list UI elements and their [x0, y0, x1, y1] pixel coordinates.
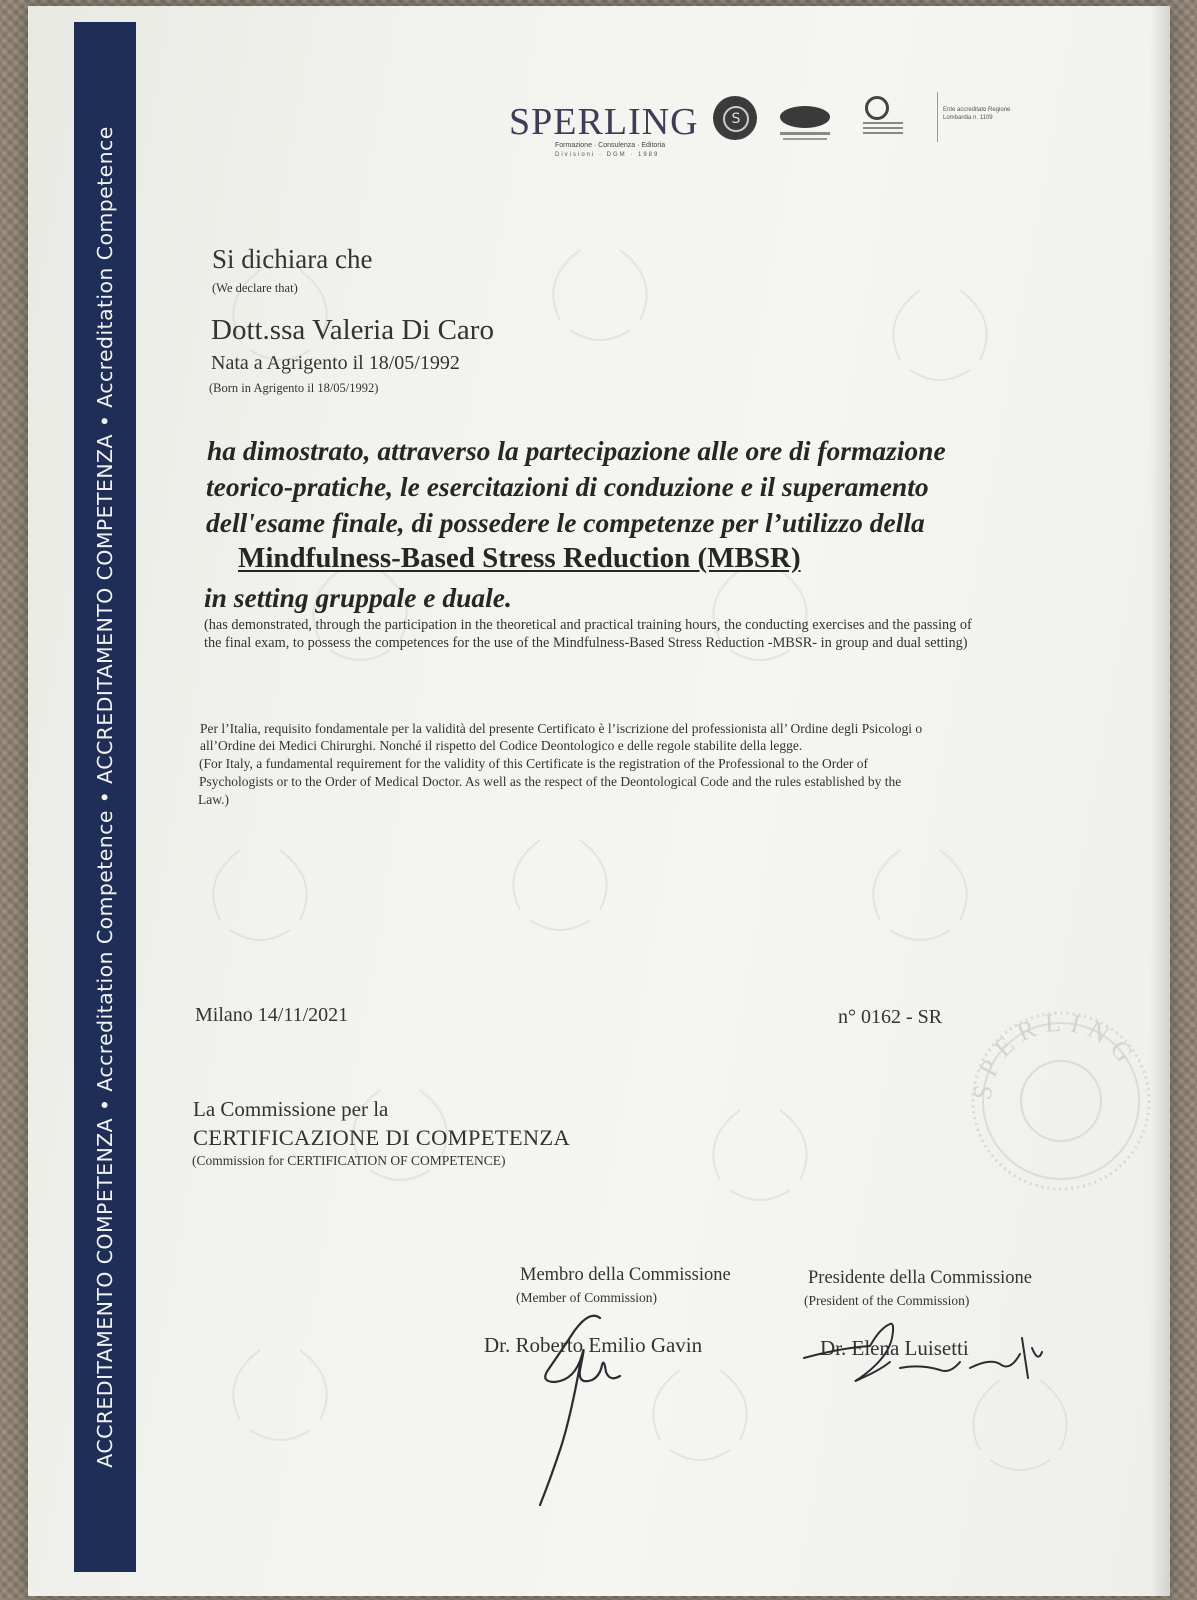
member-title: Membro della Commissione — [520, 1265, 731, 1285]
statement-line-1: ha dimostrato, attraverso la partecipazione alle ore di formazione — [207, 435, 946, 466]
iso-badge-icon — [865, 96, 889, 120]
sperling-logo: SPERLING — [509, 101, 699, 143]
certification-badge-icon: S — [713, 96, 757, 140]
president-title-en: (President of the Commission) — [804, 1293, 970, 1308]
declaration-intro: Si dichiara che — [212, 244, 373, 274]
iso-badge-caption — [863, 122, 903, 137]
birth-info: Nata a Agrigento il 18/05/1992 — [211, 352, 460, 374]
statement-en-line-1: (has demonstrated, through the participation in the theoretical and practical training hours, the conducting exercises and the passing of — [204, 617, 972, 633]
logo-since: Divisioni · DGM · 1989 — [555, 152, 660, 158]
member-signature — [520, 1310, 640, 1510]
logo-subtitle: Formazione · Consulenza · Editoria — [555, 142, 666, 149]
member-name: Dr. Roberto Emilio Gavin — [484, 1333, 703, 1357]
president-name: Dr. Elena Luisetti — [820, 1336, 969, 1360]
regional-accreditation-note: Ente accreditato Regione Lombardia n. 1109 — [943, 107, 1011, 121]
header-logos — [505, 92, 1025, 172]
statement-line-5: in setting gruppale e duale. — [204, 582, 512, 613]
statement-en-line-2: the final exam, to possess the competences for the use of the Mindfulness-Based Stress Reduction -MBSR- in group and dual setting) — [204, 635, 968, 651]
logo-divider — [937, 92, 938, 142]
program-title: Mindfulness-Based Stress Reduction (MBSR) — [238, 542, 801, 574]
svg-text:SPERLING — [967, 1008, 1143, 1102]
accreditation-band-text: ACCREDITAMENTO COMPETENZA • Accreditation Competence • ACCREDITAMENTO COMPETENZA • Accreditation Competence — [93, 126, 117, 1468]
commission-en: (Commission for CERTIFICATION OF COMPETENCE) — [192, 1153, 506, 1168]
validity-note-line-5: Law.) — [198, 792, 229, 807]
certificate-number: n° 0162 - SR — [838, 1006, 943, 1028]
place-date: Milano 14/11/2021 — [195, 1004, 349, 1026]
statement-line-2: teorico-pratiche, le esercitazioni di conduzione e il superamento — [206, 471, 929, 502]
quality-badge-caption — [780, 132, 830, 135]
birth-info-en: (Born in Agrigento il 18/05/1992) — [209, 381, 379, 395]
member-title-en: (Member of Commission) — [516, 1290, 657, 1305]
commission-line-2: CERTIFICAZIONE DI COMPETENZA — [193, 1125, 571, 1150]
embossed-seal-icon — [966, 1006, 1156, 1196]
statement-line-3: dell'esame finale, di possedere le competenze per l’utilizzo della — [206, 507, 925, 538]
validity-note-line-4: Psychologists or to the Order of Medical Doctor. As well as the respect of the Deontological Code and the rules established by the — [199, 774, 902, 789]
validity-note-line-3: (For Italy, a fundamental requirement for the validity of this Certificate is the registration of the Professional to the Order of — [199, 756, 869, 771]
recipient-name: Dott.ssa Valeria Di Caro — [211, 314, 494, 346]
declaration-intro-en: (We declare that) — [212, 281, 298, 295]
validity-note-line-2: all’Ordine dei Medici Chirurghi. Nonché il rispetto del Codice Deontologico e delle regole stabilite della legge. — [200, 738, 803, 753]
quality-badge-icon — [780, 106, 830, 128]
validity-note-line-1: Per l’Italia, requisito fondamentale per la validità del presente Certificato è l’iscrizione del professionista all’ Ordine degli Psicologi o — [200, 721, 923, 736]
seal-text: SPERLING — [967, 1007, 1144, 1102]
president-signature — [800, 1318, 1060, 1398]
quality-badge-caption-2 — [783, 138, 827, 140]
commission-line-1: La Commissione per la — [193, 1097, 389, 1121]
president-title: Presidente della Commissione — [808, 1268, 1033, 1288]
